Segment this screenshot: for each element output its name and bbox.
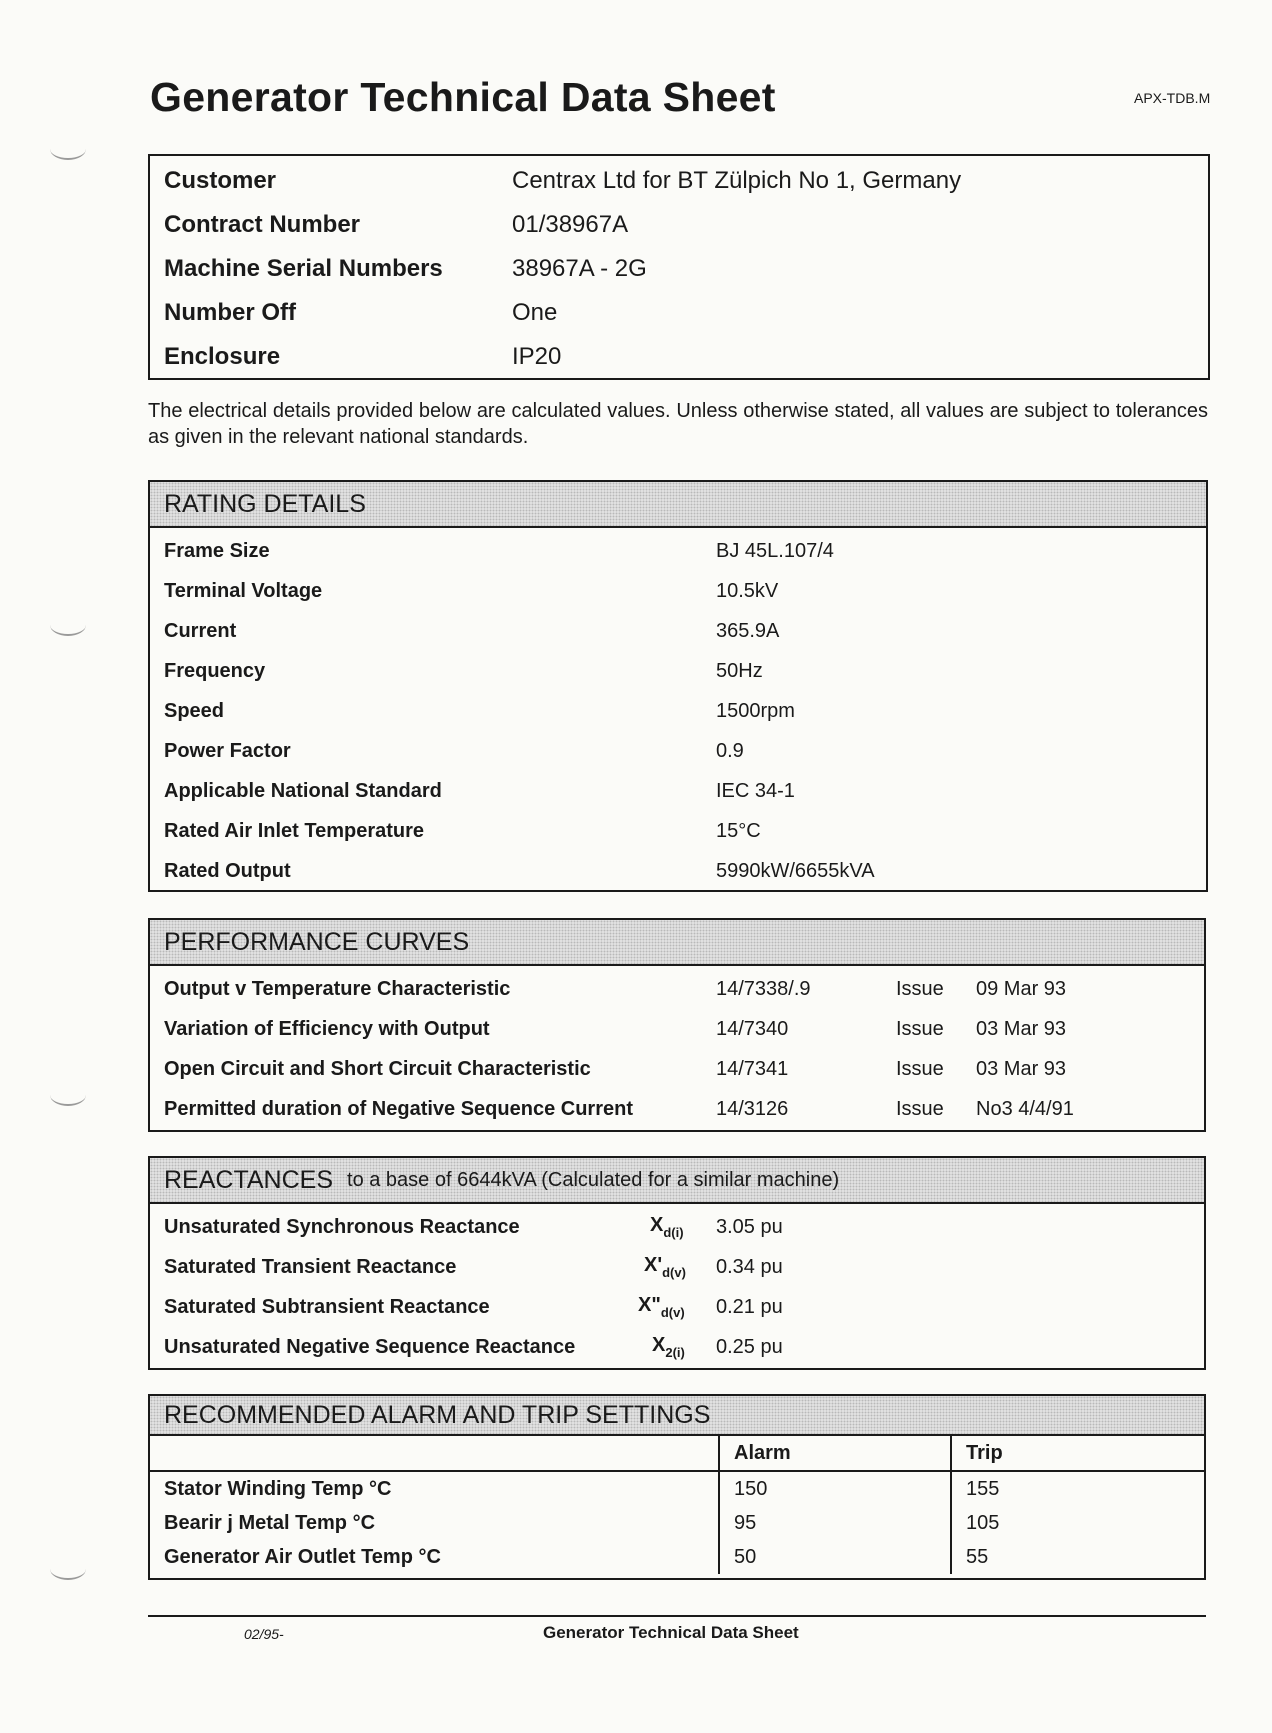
trip-value: 155	[951, 1471, 1204, 1506]
reactance-label: Saturated Subtransient Reactance	[164, 1295, 490, 1318]
field-label: Enclosure	[164, 343, 281, 370]
curve-ref: 14/7341	[716, 1057, 789, 1080]
reactance-subscript: d(i)	[663, 1225, 684, 1240]
rating-label: Speed	[164, 699, 225, 722]
rating-row	[150, 771, 1206, 811]
footer-title: Generator Technical Data Sheet	[543, 1623, 799, 1642]
field-value: 38967A - 2G	[512, 255, 647, 282]
field-label: Number Off	[164, 299, 296, 326]
rating-value: 15°C	[716, 819, 761, 842]
punch-hole	[50, 1558, 86, 1580]
rating-details-box	[148, 480, 1208, 892]
section-heading	[150, 1158, 1204, 1204]
reactance-sym: X	[652, 1334, 666, 1356]
table-row	[150, 1540, 1204, 1574]
reactance-subscript: d(v)	[660, 1305, 685, 1320]
alarm-column-header: Alarm	[719, 1436, 951, 1471]
trip-value: 55	[951, 1540, 1204, 1574]
rating-label: Frequency	[164, 659, 266, 682]
rating-value: 1500rpm	[716, 699, 795, 722]
customer-row	[150, 291, 1208, 335]
curve-label: Output v Temperature Characteristic	[164, 977, 511, 1000]
customer-row	[150, 247, 1208, 291]
alarm-trip-box	[148, 1394, 1206, 1580]
field-value: One	[512, 299, 558, 326]
rating-row	[150, 851, 1206, 891]
table-row	[150, 1506, 1204, 1540]
rating-label: Rated Output	[164, 859, 291, 882]
curve-date: 03 Mar 93	[976, 1057, 1067, 1080]
section-heading: RECOMMENDED ALARM AND TRIP SETTINGS	[150, 1396, 1204, 1436]
reactance-value: 3.05 pu	[716, 1215, 783, 1238]
rating-row	[150, 811, 1206, 851]
alarm-value: 95	[719, 1506, 951, 1540]
customer-row	[150, 159, 1208, 203]
reactance-label: Unsaturated Synchronous Reactance	[164, 1215, 520, 1238]
performance-curves-box	[148, 918, 1206, 1132]
reactance-symbol	[650, 1214, 684, 1240]
rating-value: 5990kW/6655kVA	[716, 859, 875, 882]
curve-row	[150, 1009, 1204, 1049]
setting-label: Bearir j Metal Temp °C	[150, 1506, 719, 1540]
reactance-symbol	[652, 1334, 685, 1360]
reactance-label: Unsaturated Negative Sequence Reactance	[164, 1335, 576, 1358]
reactances-box	[148, 1156, 1206, 1370]
curve-ref: 14/7340	[716, 1017, 789, 1040]
curve-label: Permitted duration of Negative Sequence Current	[164, 1097, 633, 1120]
customer-row	[150, 335, 1208, 379]
reactance-symbol	[638, 1294, 685, 1320]
trip-column-header: Trip	[951, 1436, 1204, 1471]
rating-label: Applicable National Standard	[164, 779, 442, 802]
reactances-subtitle: to a base of 6644kVA (Calculated for a similar machine)	[347, 1168, 840, 1191]
footer-rule	[148, 1615, 1206, 1617]
setting-label: Generator Air Outlet Temp °C	[150, 1540, 719, 1574]
table-row	[150, 1471, 1204, 1506]
reactance-subscript: d(v)	[662, 1265, 686, 1280]
alarm-value: 150	[719, 1471, 951, 1506]
rating-label: Current	[164, 619, 237, 642]
curve-issue: Issue	[896, 977, 944, 1000]
punch-hole	[50, 614, 86, 636]
rating-value: BJ 45L.107/4	[716, 539, 834, 562]
curve-row	[150, 969, 1204, 1009]
field-value: IP20	[512, 343, 562, 370]
curve-date: 03 Mar 93	[976, 1017, 1067, 1040]
rating-row	[150, 531, 1206, 571]
page-title: Generator Technical Data Sheet	[150, 74, 776, 120]
trip-value: 105	[951, 1506, 1204, 1540]
rating-label: Terminal Voltage	[164, 579, 323, 602]
rating-label: Frame Size	[164, 539, 270, 562]
reactance-row	[150, 1327, 1204, 1367]
rating-row	[150, 691, 1206, 731]
table-header-blank	[150, 1436, 719, 1471]
reactance-symbol	[644, 1254, 686, 1280]
curve-ref: 14/7338/.9	[716, 977, 811, 1000]
field-label: Customer	[164, 167, 277, 194]
reactance-value: 0.34 pu	[716, 1255, 783, 1278]
curve-row	[150, 1089, 1204, 1129]
customer-row	[150, 203, 1208, 247]
customer-box	[148, 154, 1210, 380]
rating-row	[150, 731, 1206, 771]
curve-label: Variation of Efficiency with Output	[164, 1017, 490, 1040]
curve-date: No3 4/4/91	[976, 1097, 1074, 1120]
curve-date: 09 Mar 93	[976, 977, 1067, 1000]
rating-row	[150, 571, 1206, 611]
curve-label: Open Circuit and Short Circuit Characteristic	[164, 1057, 591, 1080]
punch-hole	[50, 1084, 86, 1106]
alarm-trip-table	[150, 1436, 1204, 1574]
reactance-sym: X'	[644, 1254, 663, 1276]
document-reference: APX-TDB.M	[1134, 90, 1211, 106]
intro-paragraph: The electrical details provided below are calculated values. Unless otherwise stated, all values are subject to tolerances as given in the relevant national standards.	[148, 400, 1208, 448]
reactance-subscript: 2(i)	[665, 1345, 685, 1360]
rating-label: Rated Air Inlet Temperature	[164, 819, 425, 842]
setting-label: Stator Winding Temp °C	[150, 1471, 719, 1506]
curve-issue: Issue	[896, 1097, 944, 1120]
field-value: Centrax Ltd for BT Zülpich No 1, Germany	[512, 167, 962, 194]
rating-row	[150, 651, 1206, 691]
reactance-label: Saturated Transient Reactance	[164, 1255, 457, 1278]
field-label: Contract Number	[164, 211, 361, 238]
reactance-value: 0.21 pu	[716, 1295, 783, 1318]
punch-hole	[50, 138, 86, 160]
section-heading: RATING DETAILS	[150, 482, 1206, 528]
rating-value: 50Hz	[716, 659, 763, 682]
reactances-title: REACTANCES	[164, 1165, 334, 1194]
rating-value: IEC 34-1	[716, 779, 795, 802]
field-value: 01/38967A	[512, 211, 629, 238]
curve-ref: 14/3126	[716, 1097, 789, 1120]
alarm-value: 50	[719, 1540, 951, 1574]
table-header-row	[150, 1436, 1204, 1471]
curve-issue: Issue	[896, 1017, 944, 1040]
footer-date: 02/95-	[244, 1626, 284, 1642]
curve-row	[150, 1049, 1204, 1089]
reactance-row	[150, 1247, 1204, 1287]
rating-value: 365.9A	[716, 619, 780, 642]
reactance-row	[150, 1287, 1204, 1327]
curve-issue: Issue	[896, 1057, 944, 1080]
rating-value: 0.9	[716, 739, 744, 762]
reactance-sym: X	[650, 1214, 664, 1236]
rating-row	[150, 611, 1206, 651]
reactance-sym: X"	[638, 1294, 661, 1316]
reactance-row	[150, 1207, 1204, 1247]
rating-label: Power Factor	[164, 739, 291, 762]
field-label: Machine Serial Numbers	[164, 255, 443, 282]
rating-value: 10.5kV	[716, 579, 779, 602]
section-heading: PERFORMANCE CURVES	[150, 920, 1204, 966]
reactance-value: 0.25 pu	[716, 1335, 783, 1358]
